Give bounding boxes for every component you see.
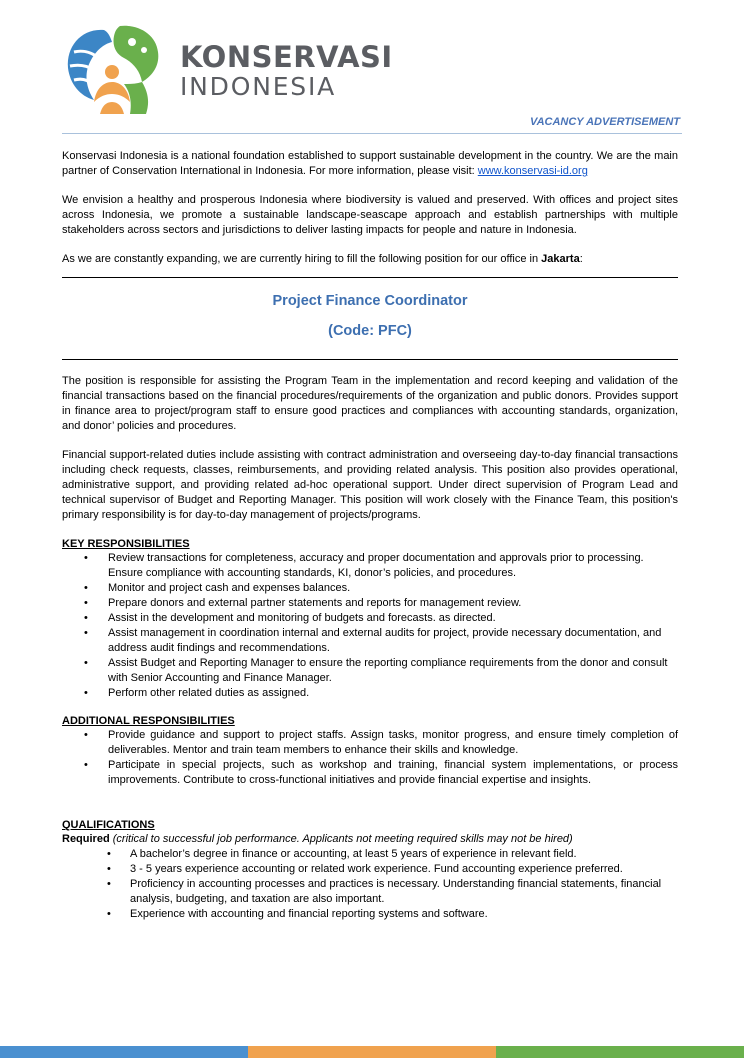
- additional-responsibilities-list: [62, 728, 678, 788]
- list-item: • 3 - 5 years experience accounting or related work experience. Fund accounting experience preferred.: [62, 862, 678, 877]
- intro-paragraph-1-text: Konservasi Indonesia is a national foundation established to support sustainable development in the country. We are the main partner of Conservation International in Indonesia. For more information, please visit:: [62, 150, 678, 177]
- position-title: Project Finance Coordinator: [272, 293, 468, 309]
- website-link[interactable]: www.konservasi-id.org: [477, 165, 588, 177]
- intro-paragraph-2: We envision a healthy and prosperous Indonesia where biodiversity is valued and preserved. With offices and project sites across Indonesia, we promote a sustainable landscape-seascape approach and establish partnerships with multiple stakeholders across sectors and jurisdictions to deliver lasting impacts for people and nature in Indonesia.: [62, 194, 678, 236]
- intro-paragraph-3: [62, 252, 678, 267]
- brand-wordmark: [180, 42, 393, 101]
- office-location: Jakarta: [541, 253, 580, 265]
- required-line: [62, 832, 678, 847]
- footer-bar-blue: [0, 1046, 248, 1058]
- list-item: • Assist management in coordination internal and external audits for project, provide necessary documentation, and address audit findings and recommendations.: [62, 626, 678, 656]
- list-item: • Assist Budget and Reporting Manager to ensure the reporting compliance requirements from the donor and consult with Senior Accounting and Finance Manager.: [62, 656, 678, 686]
- description-paragraph-1: The position is responsible for assisting the Program Team in the implementation and record keeping and validation of the financial transactions based on the financial procedures/requirements of the organization and public donors. Provides support in finance area to project/program staff to ensure good practices and compliances with accounting standards, organization, and donor’ policies and procedures.: [62, 375, 678, 432]
- qualifications-heading: QUALIFICATIONS: [62, 819, 155, 831]
- document-body: [62, 149, 678, 922]
- key-responsibilities-heading: KEY RESPONSIBILITIES: [62, 538, 190, 550]
- list-item: • Experience with accounting and financial reporting systems and software.: [62, 907, 678, 922]
- position-code: (Code: PFC): [328, 323, 412, 339]
- header-divider: [62, 133, 682, 134]
- list-item: • A bachelor’s degree in finance or accounting, at least 5 years of experience in relevant field.: [62, 847, 678, 862]
- list-item: • Perform other related duties as assigned.: [62, 686, 678, 701]
- required-label: Required: [62, 833, 110, 845]
- list-item: • Prepare donors and external partner statements and reports for management review.: [62, 596, 678, 611]
- konservasi-logo-icon: [60, 22, 170, 116]
- footer-bar-orange: [248, 1046, 496, 1058]
- required-note: (critical to successful job performance. Applicants not meeting required skills may not be hired): [112, 833, 573, 845]
- footer-bar-green: [496, 1046, 744, 1058]
- brand-line-1: KONSERVASI: [180, 40, 393, 74]
- footer-color-bar: [0, 1046, 744, 1058]
- brand-line-2: INDONESIA: [180, 72, 337, 101]
- intro-paragraph-1: [62, 149, 678, 179]
- intro-paragraph-3-text: As we are constantly expanding, we are currently hiring to fill the following position for our office in: [62, 253, 542, 265]
- list-item: • Review transactions for completeness, accuracy and proper documentation and approvals prior to processing. Ensure compliance with accounting standards, KI, donor’s policies, and procedures.: [62, 551, 678, 581]
- list-item: • Assist in the development and monitoring of budgets and forecasts. as directed.: [62, 611, 678, 626]
- vacancy-label: VACANCY ADVERTISEMENT: [530, 116, 680, 128]
- key-responsibilities-list: [62, 551, 678, 701]
- intro-paragraph-3-end: :: [579, 253, 583, 265]
- additional-responsibilities-heading: ADDITIONAL RESPONSIBILITIES: [62, 715, 235, 727]
- description-paragraph-2: Financial support-related duties include assisting with contract administration and overseeing day-to-day financial transactions including check requests, classes, reimbursements, and providing related analysis. This position also provides operational, administrative support, and providing related ad-hoc operational support. Under direct supervision of Program Lead and technical supervisor of Budget and Reporting Manager. This position will work closely with the Finance Team, this position's primary responsibility is for day-to-day management of projects/programs.: [62, 449, 678, 521]
- list-item: • Participate in special projects, such as workshop and training, financial system implementations, or process improvements. Contribute to cross-functional initiatives and provide financial expertise and insights.: [62, 758, 678, 788]
- list-item: • Provide guidance and support to project staffs. Assign tasks, monitor progress, and ensure timely completion of deliverables. Mentor and train team members to enhance their skills and knowledge.: [62, 728, 678, 758]
- qualifications-list: [62, 847, 678, 922]
- list-item: • Monitor and project cash and expenses balances.: [62, 581, 678, 596]
- list-item: • Proficiency in accounting processes and practices is necessary. Understanding financial statements, financial analysis, budgeting, and taxation are also important.: [62, 877, 678, 907]
